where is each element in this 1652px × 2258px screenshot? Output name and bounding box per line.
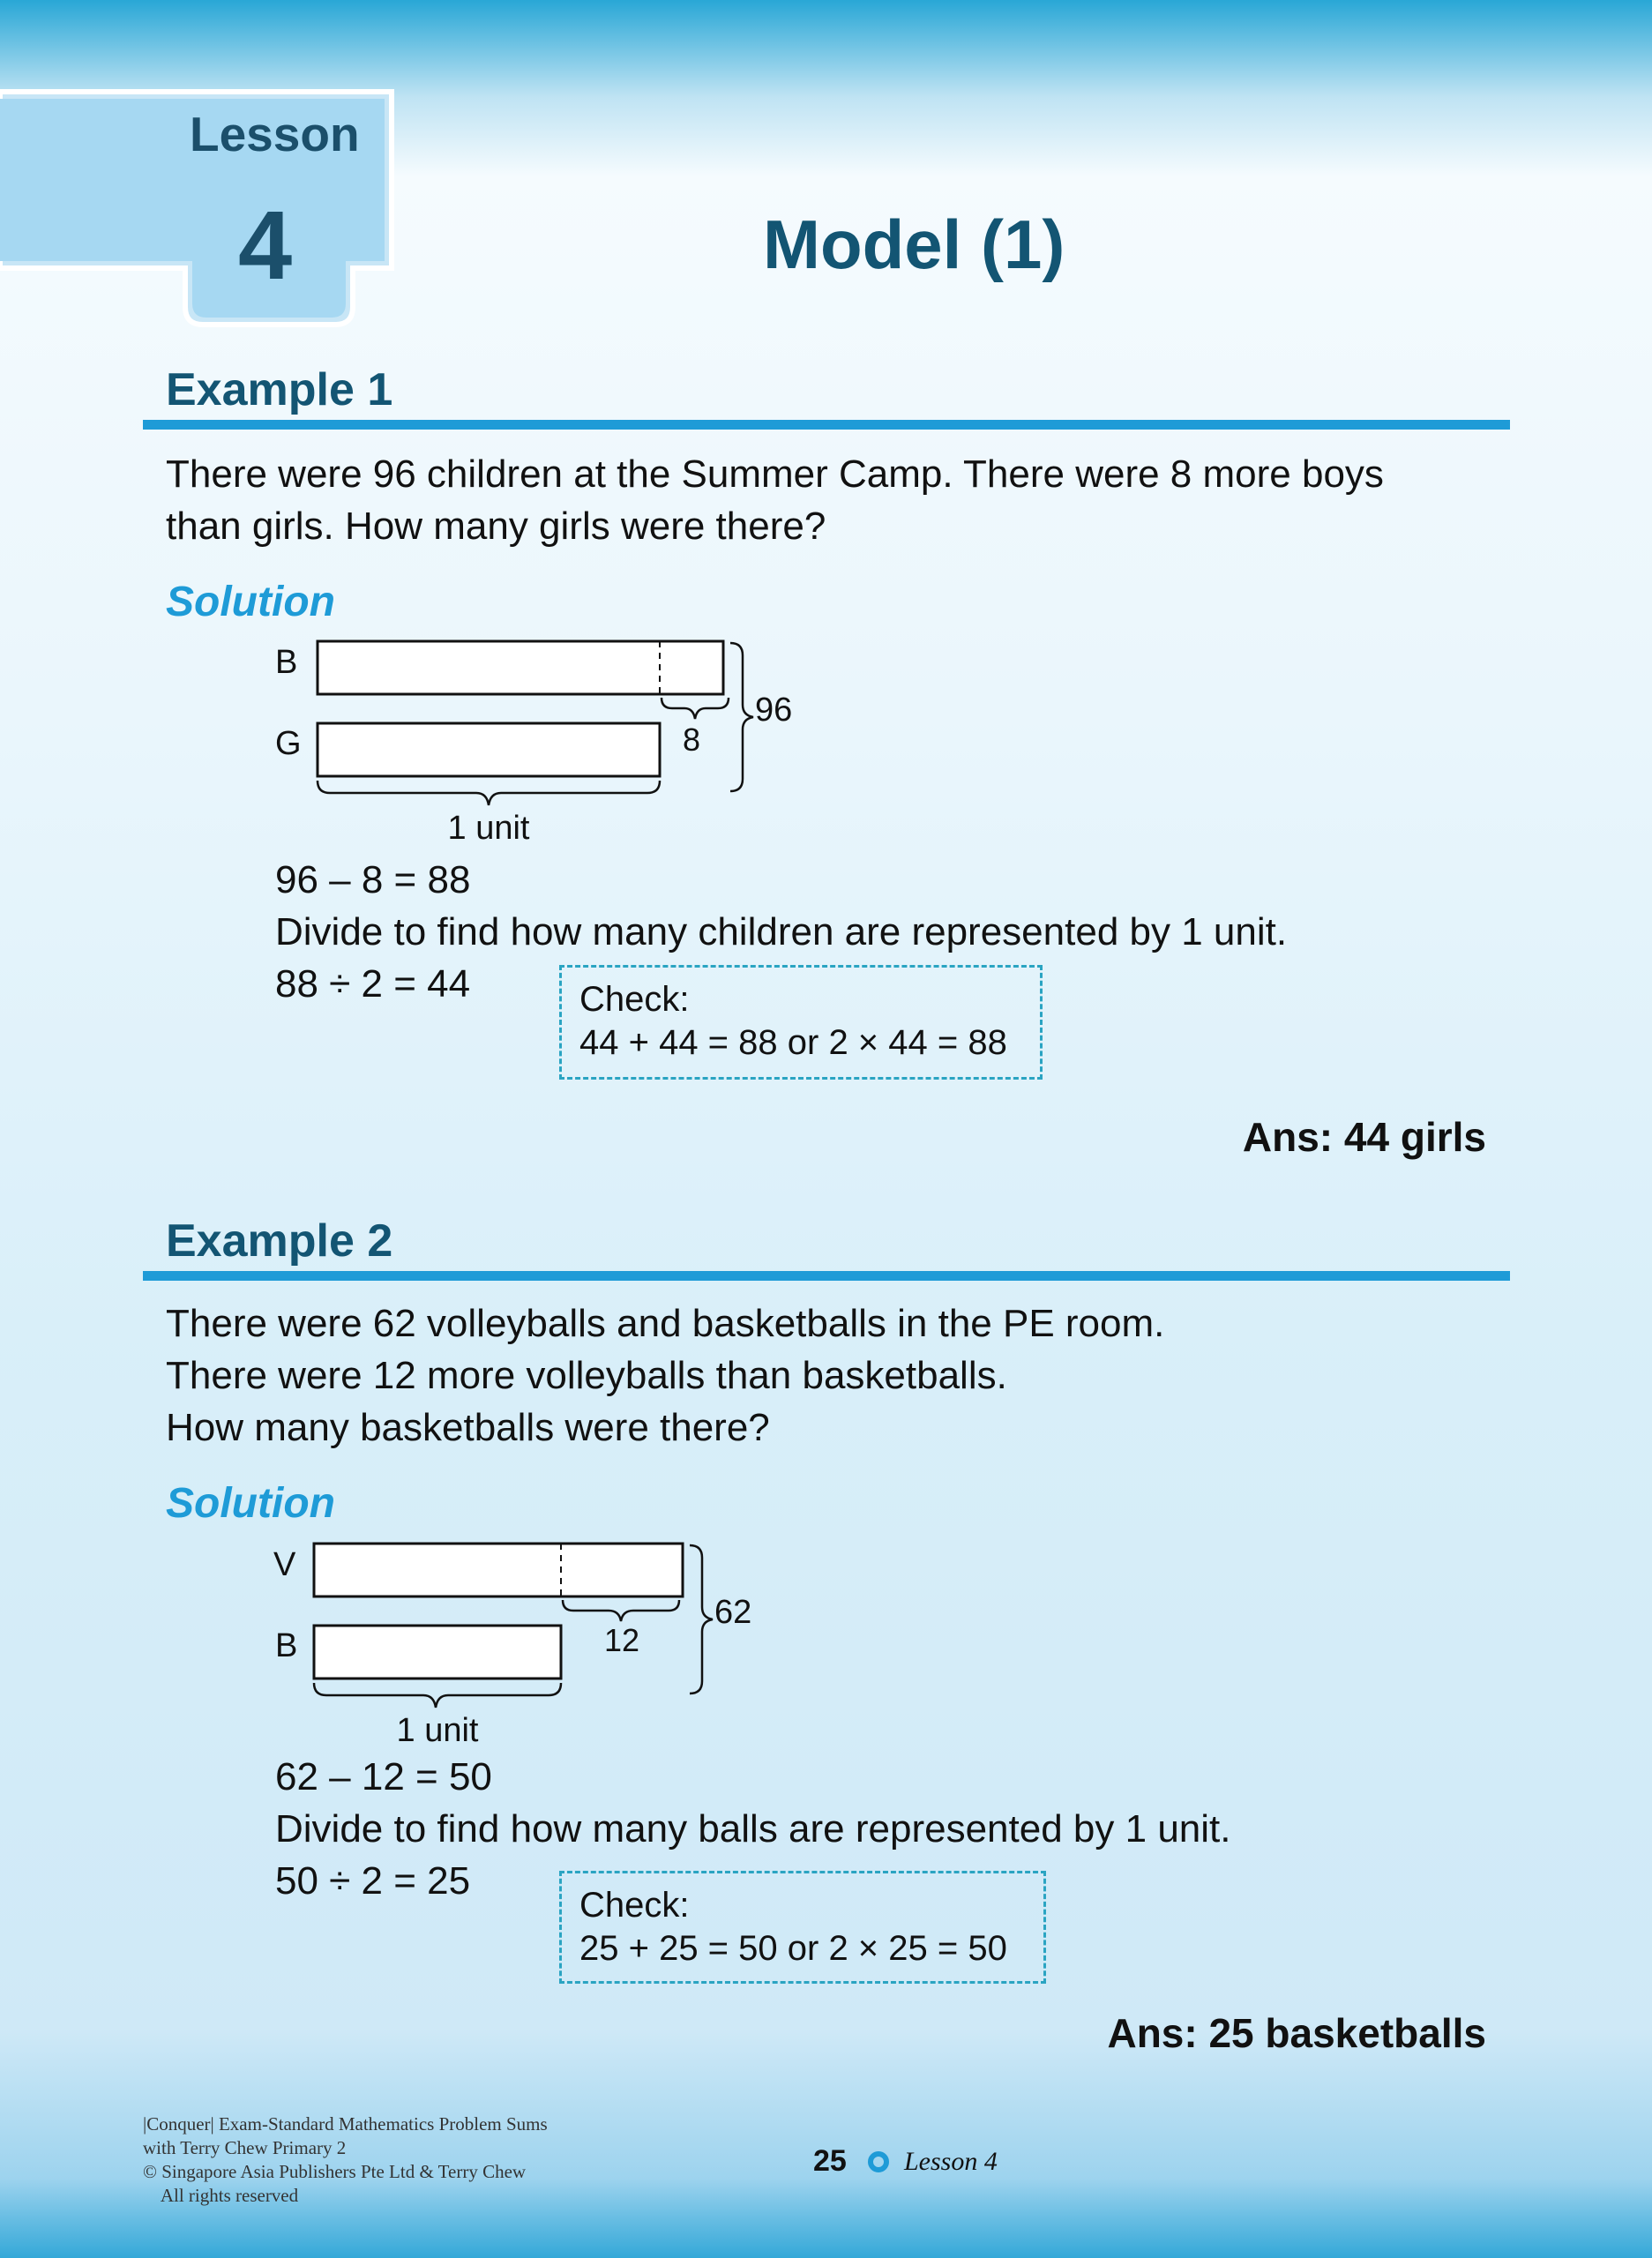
model-bottom-bar bbox=[318, 723, 660, 776]
example-1-problem bbox=[166, 448, 1384, 552]
example-1-heading: Example 1 bbox=[166, 364, 393, 415]
example-2-heading: Example 2 bbox=[166, 1215, 393, 1267]
step-line: 50 ÷ 2 = 25 bbox=[275, 1859, 471, 1903]
footer-line: All rights reserved bbox=[143, 2185, 299, 2206]
example-2-check-box bbox=[559, 1871, 1046, 1984]
problem-line: There were 62 volleyballs and basketballs in the PE room. bbox=[166, 1302, 1165, 1345]
model-bottom-bar bbox=[314, 1626, 561, 1679]
problem-line: There were 96 children at the Summer Camp. There were 8 more boys bbox=[166, 452, 1384, 496]
model-top-label: B bbox=[275, 644, 298, 681]
model-unit-brace bbox=[318, 781, 660, 805]
example-1-solution-label: Solution bbox=[166, 579, 335, 625]
step-line: 88 ÷ 2 = 44 bbox=[275, 962, 471, 1006]
problem-line: than girls. How many girls were there? bbox=[166, 505, 826, 548]
page-number: 25 bbox=[813, 2144, 847, 2178]
footer-line: with Terry Chew Primary 2 bbox=[143, 2137, 347, 2158]
lesson-number: 4 bbox=[238, 191, 293, 300]
check-title: Check: bbox=[579, 1886, 690, 1925]
model-total-brace bbox=[730, 643, 753, 791]
example-2-problem bbox=[166, 1297, 1164, 1454]
model-top-bar bbox=[314, 1544, 683, 1596]
example-1-bar-model bbox=[265, 631, 829, 851]
example-1-check-box bbox=[559, 965, 1043, 1080]
footer-copyright bbox=[143, 2112, 548, 2208]
example-1-rule bbox=[143, 420, 1510, 430]
problem-line: How many basketballs were there? bbox=[166, 1406, 770, 1449]
lesson-word: Lesson bbox=[190, 107, 360, 161]
model-unit-brace bbox=[314, 1683, 561, 1708]
step-line: 62 – 12 = 50 bbox=[275, 1755, 492, 1798]
check-title: Check: bbox=[579, 980, 690, 1019]
model-bottom-label: G bbox=[275, 725, 302, 762]
problem-line: There were 12 more volleyballs than basketballs. bbox=[166, 1354, 1007, 1397]
footer-line: |Conquer| Exam-Standard Mathematics Problem Sums bbox=[143, 2113, 548, 2135]
model-unit-label: 1 unit bbox=[396, 1712, 479, 1749]
example-2-solution-label: Solution bbox=[166, 1480, 335, 1527]
model-total-label: 96 bbox=[755, 692, 793, 729]
model-top-label: V bbox=[273, 1546, 296, 1583]
example-2-rule bbox=[143, 1271, 1510, 1281]
model-total-brace bbox=[690, 1545, 713, 1694]
footer-line: © Singapore Asia Publishers Pte Ltd & Terry Chew bbox=[143, 2161, 527, 2182]
example-1-answer: Ans: 44 girls bbox=[1242, 1114, 1486, 1160]
check-equation: 25 + 25 = 50 or 2 × 25 = 50 bbox=[579, 1929, 1007, 1968]
footer-lesson-label: Lesson 4 bbox=[904, 2147, 998, 2176]
step-line: 96 – 8 = 88 bbox=[275, 858, 471, 901]
step-line: Divide to find how many children are represented by 1 unit. bbox=[275, 910, 1288, 953]
model-total-label: 62 bbox=[714, 1594, 752, 1631]
page-title: Model (1) bbox=[763, 206, 1065, 283]
model-unit-label: 1 unit bbox=[447, 810, 530, 847]
example-2-bar-model bbox=[265, 1533, 776, 1753]
model-diff-brace bbox=[563, 1600, 679, 1621]
step-line: Divide to find how many balls are represented by 1 unit. bbox=[275, 1807, 1231, 1851]
model-top-bar bbox=[318, 641, 723, 694]
model-diff-brace bbox=[662, 698, 729, 719]
ring-bullet-icon bbox=[867, 2150, 890, 2173]
model-bottom-label: B bbox=[275, 1627, 298, 1664]
model-diff-label: 8 bbox=[682, 722, 701, 758]
check-equation: 44 + 44 = 88 or 2 × 44 = 88 bbox=[579, 1023, 1007, 1062]
model-diff-label: 12 bbox=[603, 1622, 640, 1658]
example-2-answer: Ans: 25 basketballs bbox=[1107, 2010, 1486, 2056]
